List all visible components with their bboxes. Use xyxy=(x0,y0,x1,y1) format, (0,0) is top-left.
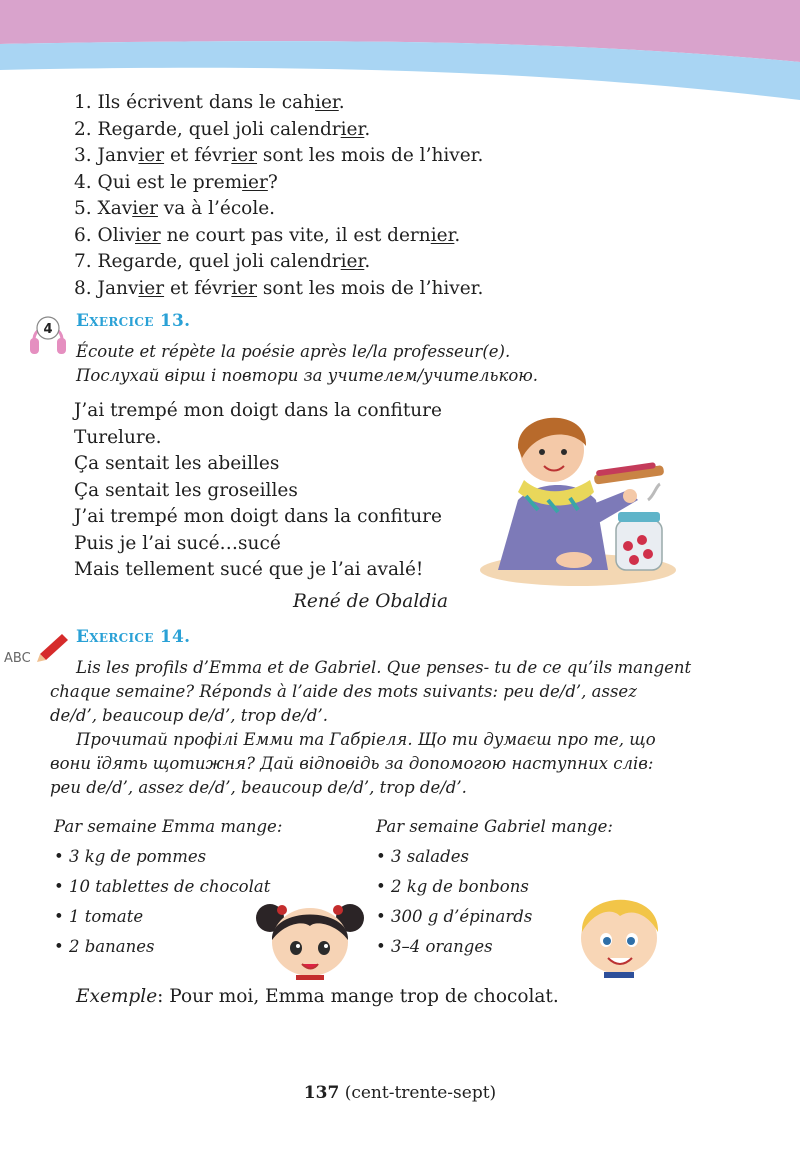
gabriel-heading: Par semaine Gabriel mange: xyxy=(376,817,613,836)
abc-label: ABC xyxy=(4,651,31,666)
sentence-number: 4. xyxy=(74,171,92,193)
poem-line: J’ai trempé mon doigt dans la confiture xyxy=(74,400,442,421)
underlined-ier: ier xyxy=(138,277,165,299)
emma-item: • 1 tomate xyxy=(54,907,144,926)
poem-line: Ça sentait les groseilles xyxy=(74,479,298,501)
example-text: : Pour moi, Emma mange trop de chocolat. xyxy=(157,986,559,1007)
sentence-line xyxy=(74,276,483,303)
sentence-text: Oliv xyxy=(97,224,135,246)
headphones-icon xyxy=(28,312,68,358)
woman-with-jam-illustration xyxy=(478,400,678,590)
emma-item: • 10 tablettes de chocolat xyxy=(54,877,271,896)
sentence-text: sont les mois de l’hiver. xyxy=(257,145,484,166)
instruction-uk-line-1: Прочитай профілі Емми та Габріеля. Що ти думаєш про те, що xyxy=(76,730,656,749)
sentence-text: ? xyxy=(267,171,278,193)
poem xyxy=(74,398,442,584)
example-sentence xyxy=(76,986,559,1007)
poem-line: Puis je l’ai sucé…sucé xyxy=(74,532,281,554)
sentence-number: 3. xyxy=(74,145,92,166)
instruction-fr-line-3: de/d’, beaucoup de/d’, trop de/d’. xyxy=(50,706,328,725)
instruction-fr-line-1: Lis les profils d’Emma et de Gabriel. Que penses- tu de ce qu’ils mangent xyxy=(76,658,692,677)
underlined-ier: ier xyxy=(340,251,365,272)
sentence-line xyxy=(74,170,483,197)
instruction-fr-line-2: chaque semaine? Réponds à l’aide des mots suivants: peu de/d’, assez xyxy=(50,682,637,701)
sentence-line xyxy=(74,90,483,117)
sentence-text: . xyxy=(454,224,461,246)
sentence-text: sont les mois de l’hiver. xyxy=(257,277,484,299)
instruction-uk-line-2: вони їдять щотижня? Дай відповідь за допомогою наступних слів: xyxy=(50,754,654,773)
gabriel-item: • 3–4 oranges xyxy=(376,937,493,956)
sentence-text: et févr xyxy=(164,145,232,166)
instruction-uk-line-3: peu de/d’, assez de/d’, beaucoup de/d’, trop de/d’. xyxy=(50,778,467,797)
poem-author: René de Obaldia xyxy=(293,591,449,612)
sentence-text: . xyxy=(338,92,345,113)
sentence-number: 2. xyxy=(74,118,92,140)
sentence-line xyxy=(74,223,483,250)
underlined-ier: ier xyxy=(138,145,165,166)
sentence-number: 1. xyxy=(74,92,92,113)
underlined-ier: ier xyxy=(132,198,158,219)
emma-avatar xyxy=(256,896,364,980)
exercise-14-instructions xyxy=(50,656,750,800)
gabriel-item: • 300 g d’épinards xyxy=(376,907,533,926)
example-label: Exemple xyxy=(76,986,158,1007)
gabriel-item: • 2 kg de bonbons xyxy=(376,877,529,896)
page-number-digits: 137 xyxy=(303,1083,340,1103)
sentence-line xyxy=(74,249,483,276)
underlined-ier: ier xyxy=(242,171,268,193)
exercise-13-title: Exercice 13. xyxy=(76,311,191,331)
instruction-fr: Écoute et répète la poésie après le/la professeur(e). xyxy=(76,342,511,361)
page-number xyxy=(0,1083,800,1103)
sentence-number: 8. xyxy=(74,277,92,299)
poem-line: Turelure. xyxy=(74,426,162,448)
track-number-badge: 4 xyxy=(43,322,53,337)
sentence-line xyxy=(74,117,483,144)
poem-line: Ça sentait les abeilles xyxy=(74,453,280,474)
header-banner xyxy=(0,0,800,100)
sentence-text: Janv xyxy=(97,277,139,299)
poem-line: Mais tellement sucé que je l’ai avalé! xyxy=(74,559,424,580)
sentence-text: va à l’école. xyxy=(157,198,276,219)
exercise-13-instructions xyxy=(76,340,538,388)
sentence-text: ne court pas vite, il est dern xyxy=(160,224,431,246)
gabriel-avatar xyxy=(574,886,664,978)
ier-sentence-list xyxy=(74,90,483,302)
sentence-number: 5. xyxy=(74,198,92,219)
sentence-text: Regarde, quel joli calendr xyxy=(97,118,341,140)
sentence-text: Qui est le prem xyxy=(97,171,243,193)
underlined-ier: ier xyxy=(135,224,161,246)
sentence-text: Regarde, quel joli calendr xyxy=(97,251,341,272)
sentence-text: . xyxy=(364,251,371,272)
gabriel-item: • 3 salades xyxy=(376,847,469,866)
emma-item: • 3 kg de pommes xyxy=(54,847,207,866)
sentence-text: et févr xyxy=(164,277,232,299)
sentence-number: 7. xyxy=(74,251,92,272)
sentence-line xyxy=(74,196,483,223)
page-number-words: (cent-trente-sept) xyxy=(339,1083,497,1103)
sentence-line xyxy=(74,143,483,170)
emma-heading: Par semaine Emma mange: xyxy=(54,817,283,836)
underlined-ier: ier xyxy=(231,145,258,166)
sentence-text: . xyxy=(364,118,371,140)
emma-profile xyxy=(54,812,282,962)
underlined-ier: ier xyxy=(315,92,339,113)
underlined-ier: ier xyxy=(231,277,258,299)
sentence-number: 6. xyxy=(74,224,92,246)
emma-item: • 2 bananes xyxy=(54,937,155,956)
exercise-14-title: Exercice 14. xyxy=(76,627,191,647)
underlined-ier: ier xyxy=(340,118,365,140)
underlined-ier: ier xyxy=(430,224,455,246)
poem-line: J’ai trempé mon doigt dans la confiture xyxy=(74,506,442,527)
sentence-text: Janv xyxy=(97,145,139,166)
instruction-uk: Послухай вірш і повтори за учителем/учителькою. xyxy=(76,366,539,385)
sentence-text: Xav xyxy=(97,198,133,219)
sentence-text: Ils écrivent dans le cah xyxy=(97,92,316,113)
